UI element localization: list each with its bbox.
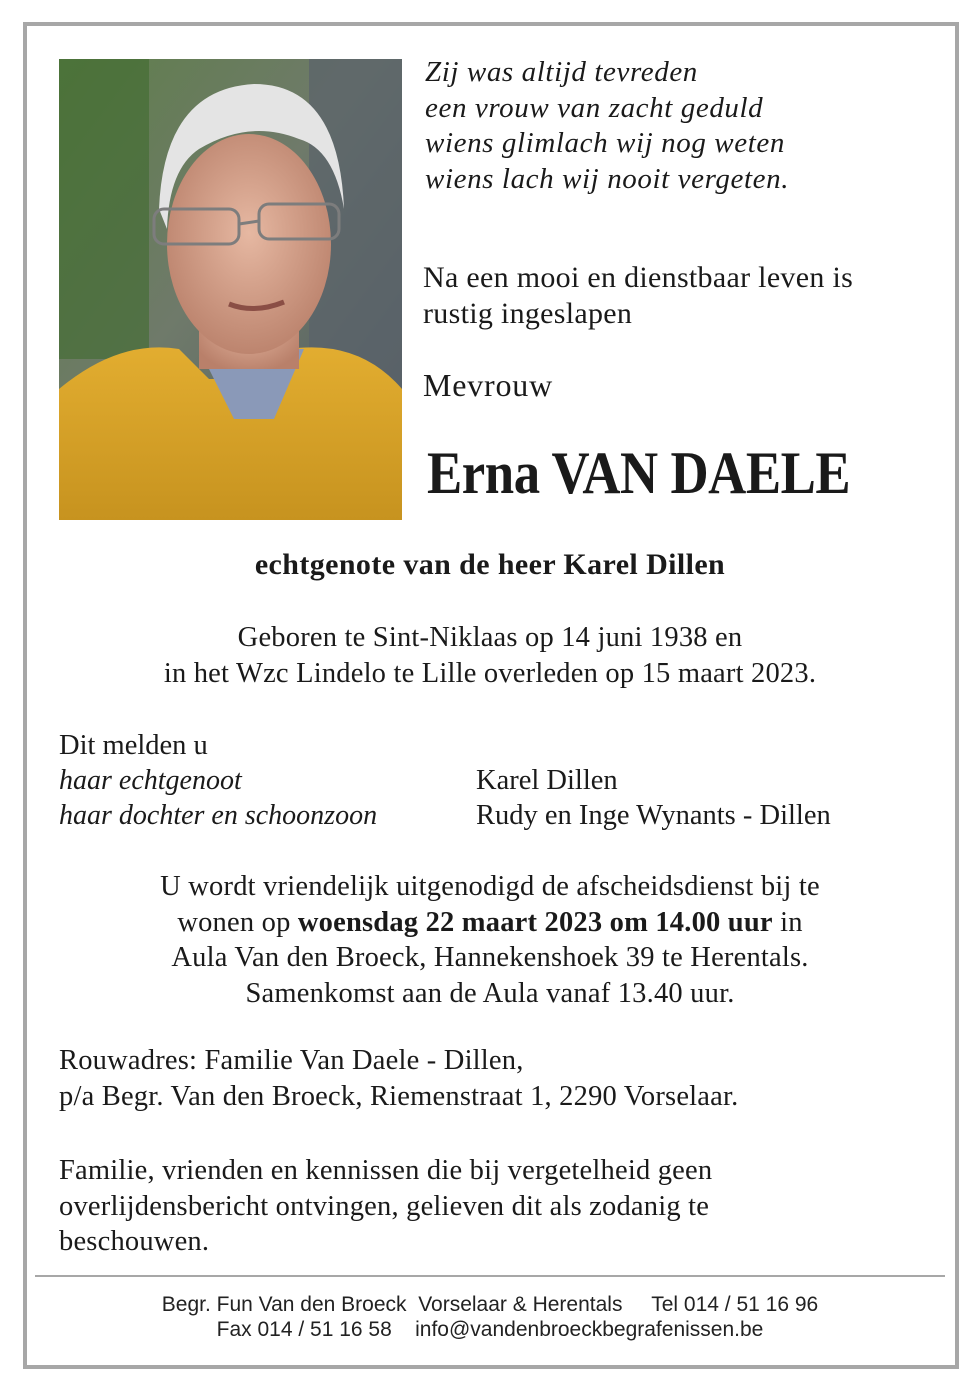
salutation: Mevrouw — [423, 367, 554, 403]
address-line: Rouwadres: Familie Van Daele - Dillen, — [59, 1045, 524, 1076]
relative-name: Karel Dillen — [476, 765, 618, 796]
footer-contact-line: Fax 014 / 51 16 58 info@vandenbroeckbegrafenissen.be — [216, 1318, 764, 1341]
relation-label: haar echtgenoot — [59, 765, 242, 796]
notice-line: overlijdensbericht ontvingen, gelieven dit als zodanig te — [59, 1190, 710, 1222]
deceased-name: Erna VAN DAELE — [427, 440, 851, 506]
service-invitation — [0, 869, 980, 1011]
mourning-address — [59, 1043, 738, 1114]
birth-line: Geboren te Sint-Niklaas op 14 juni 1938 en — [237, 622, 743, 653]
service-line: U wordt vriendelijk uitgenodigd de afscheidsdienst bij te — [160, 871, 820, 902]
relatives-names — [476, 763, 831, 833]
service-text: wonen op — [177, 906, 298, 938]
spouse-line: echtgenote van de heer Karel Dillen — [254, 548, 726, 581]
service-text: in — [772, 906, 803, 938]
notice-line: Familie, vrienden en kennissen die bij vergetelheid geen — [59, 1155, 713, 1186]
intro-line: Na een mooi en dienstbaar leven is — [423, 261, 854, 294]
service-date-time: woensdag 22 maart 2023 om 14.00 uur — [297, 906, 773, 938]
address-line: p/a Begr. Van den Broeck, Riemenstraat 1, 2290 Vorselaar. — [59, 1080, 739, 1112]
notice-text — [59, 1153, 919, 1260]
relative-name: Rudy en Inge Wynants - Dillen — [476, 800, 831, 831]
service-line — [0, 905, 980, 941]
death-line: in het Wzc Lindelo te Lille overleden op 15 maart 2023. — [163, 658, 817, 689]
notice-line: beschouwen. — [59, 1226, 210, 1257]
relation-label: haar dochter en schoonzoon — [59, 800, 378, 831]
footer-contact-line: Begr. Fun Van den Broeck Vorselaar & Herentals Tel 014 / 51 16 96 — [161, 1293, 819, 1316]
poem-line: Zij was altijd tevreden — [425, 56, 698, 88]
portrait-photo — [59, 59, 402, 520]
intro-line: rustig ingeslapen — [423, 297, 633, 330]
poem-line: een vrouw van zacht geduld — [425, 91, 764, 124]
intro-text — [423, 260, 943, 332]
birth-death-info — [0, 620, 980, 692]
announcement: Dit melden u — [59, 730, 208, 761]
gathering-time: Samenkomst aan de Aula vanaf 13.40 uur. — [245, 977, 735, 1009]
relations-list — [59, 763, 377, 833]
service-location: Aula Van den Broeck, Hannekenshoek 39 te Herentals. — [171, 942, 809, 973]
portrait-photo-icon — [59, 59, 402, 520]
poem-line: wiens glimlach wij nog weten — [425, 127, 785, 159]
poem-line: wiens lach wij nooit vergeten. — [425, 162, 790, 195]
footer-divider — [35, 1275, 945, 1277]
poem — [425, 55, 925, 197]
